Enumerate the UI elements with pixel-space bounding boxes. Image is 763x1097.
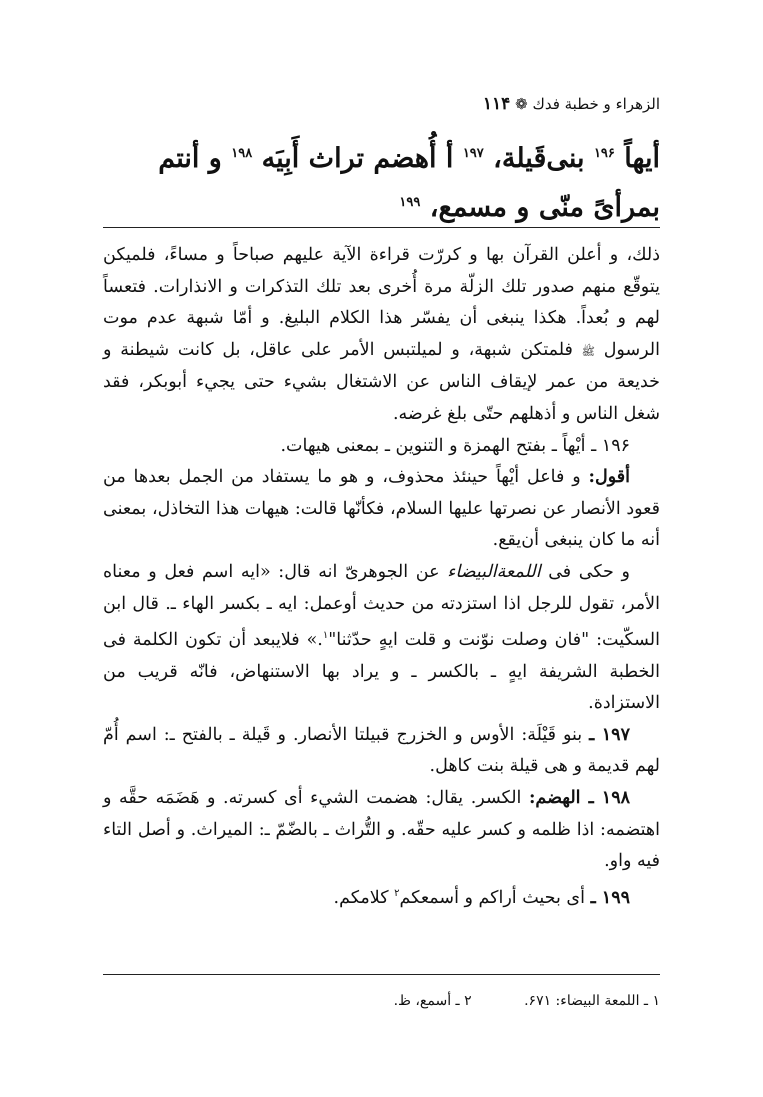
note-ref-197: ۱۹۷ xyxy=(462,146,484,161)
footnotes xyxy=(103,991,660,1011)
sermon-excerpt xyxy=(98,132,660,230)
note-196: ۱۹۶ ـ أيْهاً ـ بفتح الهمزة و التنوين ـ بمعنى هيهات. xyxy=(280,435,630,456)
footnote-ref-2: ٢ xyxy=(394,887,400,899)
commentary xyxy=(103,240,660,914)
sermon-text-4: و أنتم بمرأىً منّى و مسمع، xyxy=(158,143,660,223)
commentary-paragraph: ذلك، و أعلن القرآن بها و كررّت قراءة الآية عليهم صباحاً و مساءً، فلميكن يتوقّع منهم صدور تلك الزلّة مرة أُخرى بعد تلك التذكرات و الانذارات. فتعساً لهم و بُعداً. هكذا ينبغى أن يفسّر هذا الكلام البليغ. و أمّا شبهة عدم موت الرسول ﷺ فلمتكن شبهة، و لميلتبس الأمر على عاقل، بل كانت شيطنة و خديعة من عمر لإيقاف الناس عن الاشتغال بشيء حتى يجيء أبوبكر، فقد شغل الناس و أذهلهم حتّى بلغ غرضه. xyxy=(103,245,660,424)
footnote-2: ٢ ـ أسمع، ظ. xyxy=(393,993,472,1009)
footnote-1: ١ ـ اللمعة البيضاء: ۶۷۱. xyxy=(524,993,660,1009)
sermon-text-1: أيهاً xyxy=(624,143,660,174)
note-ref-199: ۱۹۹ xyxy=(399,195,421,210)
ornament-icon: ❁ xyxy=(515,95,528,113)
note-199: ۱۹۹ ـ أى بحيث أراكم و أسمعكم$^٢$ كلامكم. xyxy=(333,887,630,908)
note-196-comment: أقول: و فاعل أيْهاً حينئذ محذوف، و هو ما يستفاد من الجمل بعدها من قعود الأنصار عن نصرتها عليها السلام، فكأنّها قالت: هيهات هذا التخاذل، بمعنى أنه ما كان ينبغى أن‌يقع. xyxy=(103,467,660,551)
top-divider xyxy=(103,227,660,228)
note-198: ۱۹۸ ـ الهضم: الكسر. يقال: هضمت الشيء أى كسرته. و هَضَمَه حقَّه و اهتضمه: اذا ظلمه و كسر عليه حقّه. و التُّراث ـ بالضّمّ ـ: الميراث. و أصل التاء فيه واو. xyxy=(103,787,660,872)
footnote-ref-1: ١ xyxy=(322,630,329,642)
note-196-quote: و حكى فى اللمعةالبيضاء عن الجوهرىّ انه قال: «ايه اسم فعل و معناه الأمر، تقول للرجل اذا استزدته من حديث أوعمل: ايه ـ بكسر الهاء ـ. قال ابن السكّيت: "فان وصلت نوّنت و قلت ايهٍ حدّثنا"$^١$.» فلايبعد أن تكون الكلمة فى الخطبة الشريفة ايهٍ ـ بالكسر ـ و يراد بها الاستنهاض، فانّه قريب من الاستزادة. xyxy=(103,561,660,714)
salutation-icon: ﷺ xyxy=(581,344,595,358)
aqul-label: أقول: xyxy=(588,467,630,488)
book-title: اللمعةالبيضاء xyxy=(447,561,541,582)
note-197: ۱۹۷ ـ بنو قَيْلَة: الأوس و الخزرج قبيلتا الأنصار. و قَيلة ـ بالفتح ـ: اسم أُمّ لهم قديمة و هى قيلة بنت كاهل. xyxy=(103,724,660,777)
footnote-divider xyxy=(103,974,660,975)
running-title: الزهراء و خطبة فدك xyxy=(532,95,660,113)
running-header xyxy=(103,94,660,114)
sermon-text-2: بنى‌قَيلة، xyxy=(493,143,585,174)
note-ref-198: ۱۹۸ xyxy=(231,146,253,161)
sermon-text-3: أ أُهضم تراث أَبِيَه xyxy=(261,143,454,174)
page-number: ۱۱۴ xyxy=(482,94,511,114)
note-ref-196: ۱۹۶ xyxy=(593,146,615,161)
